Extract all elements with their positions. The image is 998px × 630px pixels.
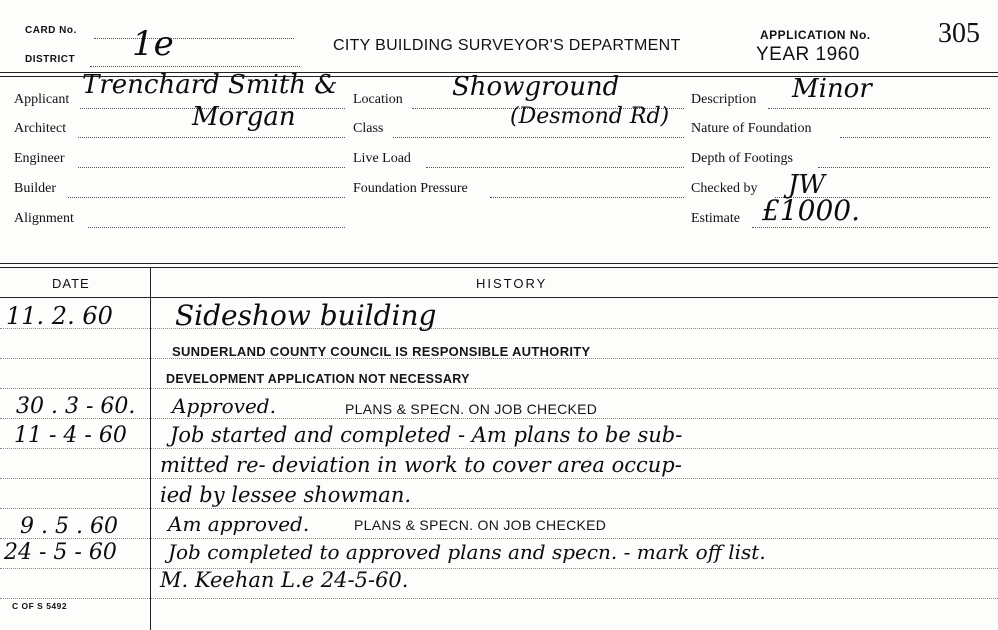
history-date: 11 - 4 - 60 <box>14 423 127 448</box>
estimate-value: £1000. <box>762 194 860 227</box>
history-entry: Approved. <box>172 394 276 418</box>
checked-by-value: JW <box>788 170 826 200</box>
history-date: 9 . 5 . 60 <box>20 514 118 539</box>
date-column-divider <box>150 268 151 630</box>
history-entry: Job completed to approved plans and specn. - mark off list. <box>168 540 766 564</box>
district-line <box>90 66 300 67</box>
class-line <box>393 137 684 138</box>
history-entry: ied by lessee showman. <box>160 483 412 507</box>
estimate-line <box>752 227 990 228</box>
history-date: 24 - 5 - 60 <box>4 540 117 565</box>
ruled-line <box>0 448 998 449</box>
depth-of-footings-line <box>818 167 990 168</box>
architect-label: Architect <box>14 121 67 136</box>
architect-line <box>78 137 345 138</box>
history-entry: M. Keehan L.e 24-5-60. <box>160 568 409 592</box>
card-no-label: CARD No. <box>25 25 77 36</box>
history-date: 30 . 3 - 60. <box>16 394 136 419</box>
checked-stamp: PLANS & SPECN. ON JOB CHECKED <box>345 401 598 417</box>
location-label: Location <box>353 92 403 107</box>
history-entry: Am approved. <box>168 512 310 536</box>
location-value-1: Showground <box>452 72 620 102</box>
history-entry: mitted re- deviation in work to cover area occup- <box>160 453 682 477</box>
nature-of-foundation-line <box>840 137 990 138</box>
history-stamp: DEVELOPMENT APPLICATION NOT NECESSARY <box>166 372 470 386</box>
depth-of-footings-label: Depth of Footings <box>691 151 793 166</box>
department-title: CITY BUILDING SURVEYOR'S DEPARTMENT <box>333 37 681 54</box>
applicant-value-1: Trenchard Smith & <box>82 70 338 100</box>
description-value: Minor <box>792 74 872 104</box>
ruled-line <box>0 568 998 569</box>
builder-label: Builder <box>14 181 56 196</box>
district-label: DISTRICT <box>25 54 76 65</box>
nature-of-foundation-label: Nature of Foundation <box>691 121 812 136</box>
foundation-pressure-label: Foundation Pressure <box>353 181 468 196</box>
application-number: 305 <box>938 18 980 49</box>
foundation-pressure-line <box>490 197 684 198</box>
checked-stamp: PLANS & SPECN. ON JOB CHECKED <box>354 517 607 533</box>
application-no-label: APPLICATION No. <box>760 28 871 42</box>
ruled-line <box>0 598 998 599</box>
ruled-line <box>0 508 998 509</box>
alignment-line <box>88 227 345 228</box>
applicant-label: Applicant <box>14 92 70 107</box>
estimate-label: Estimate <box>691 211 740 226</box>
history-stamp: SUNDERLAND COUNTY COUNCIL IS RESPONSIBLE AUTHORITY <box>172 344 591 359</box>
form-code: C OF S 5492 <box>12 601 68 611</box>
alignment-label: Alignment <box>14 211 74 226</box>
ruled-line <box>0 328 998 329</box>
builder-line <box>68 197 345 198</box>
class-label: Class <box>353 121 384 136</box>
history-entry: Job started and completed - Am plans to be sub- <box>170 423 683 447</box>
ruled-line <box>0 418 998 419</box>
district-value: 1e <box>132 24 174 64</box>
history-entry: Sideshow building <box>175 299 437 332</box>
description-label: Description <box>691 92 757 107</box>
location-value-2: (Desmond Rd) <box>510 104 670 129</box>
ruled-line <box>0 478 998 479</box>
checked-by-label: Checked by <box>691 181 758 196</box>
engineer-label: Engineer <box>14 151 65 166</box>
live-load-line <box>426 167 684 168</box>
date-column-header: DATE <box>52 276 90 291</box>
ruled-line <box>0 388 998 389</box>
engineer-line <box>78 167 345 168</box>
year-label: YEAR 1960 <box>756 44 860 65</box>
live-load-label: Live Load <box>353 151 411 166</box>
history-column-header: HISTORY <box>476 276 548 291</box>
ruled-line <box>0 538 998 539</box>
description-line <box>768 108 990 109</box>
history-date: 11. 2. 60 <box>6 302 113 330</box>
card-no-line <box>94 38 294 39</box>
history-rule-top <box>0 263 998 264</box>
applicant-value-2: Morgan <box>192 102 296 132</box>
